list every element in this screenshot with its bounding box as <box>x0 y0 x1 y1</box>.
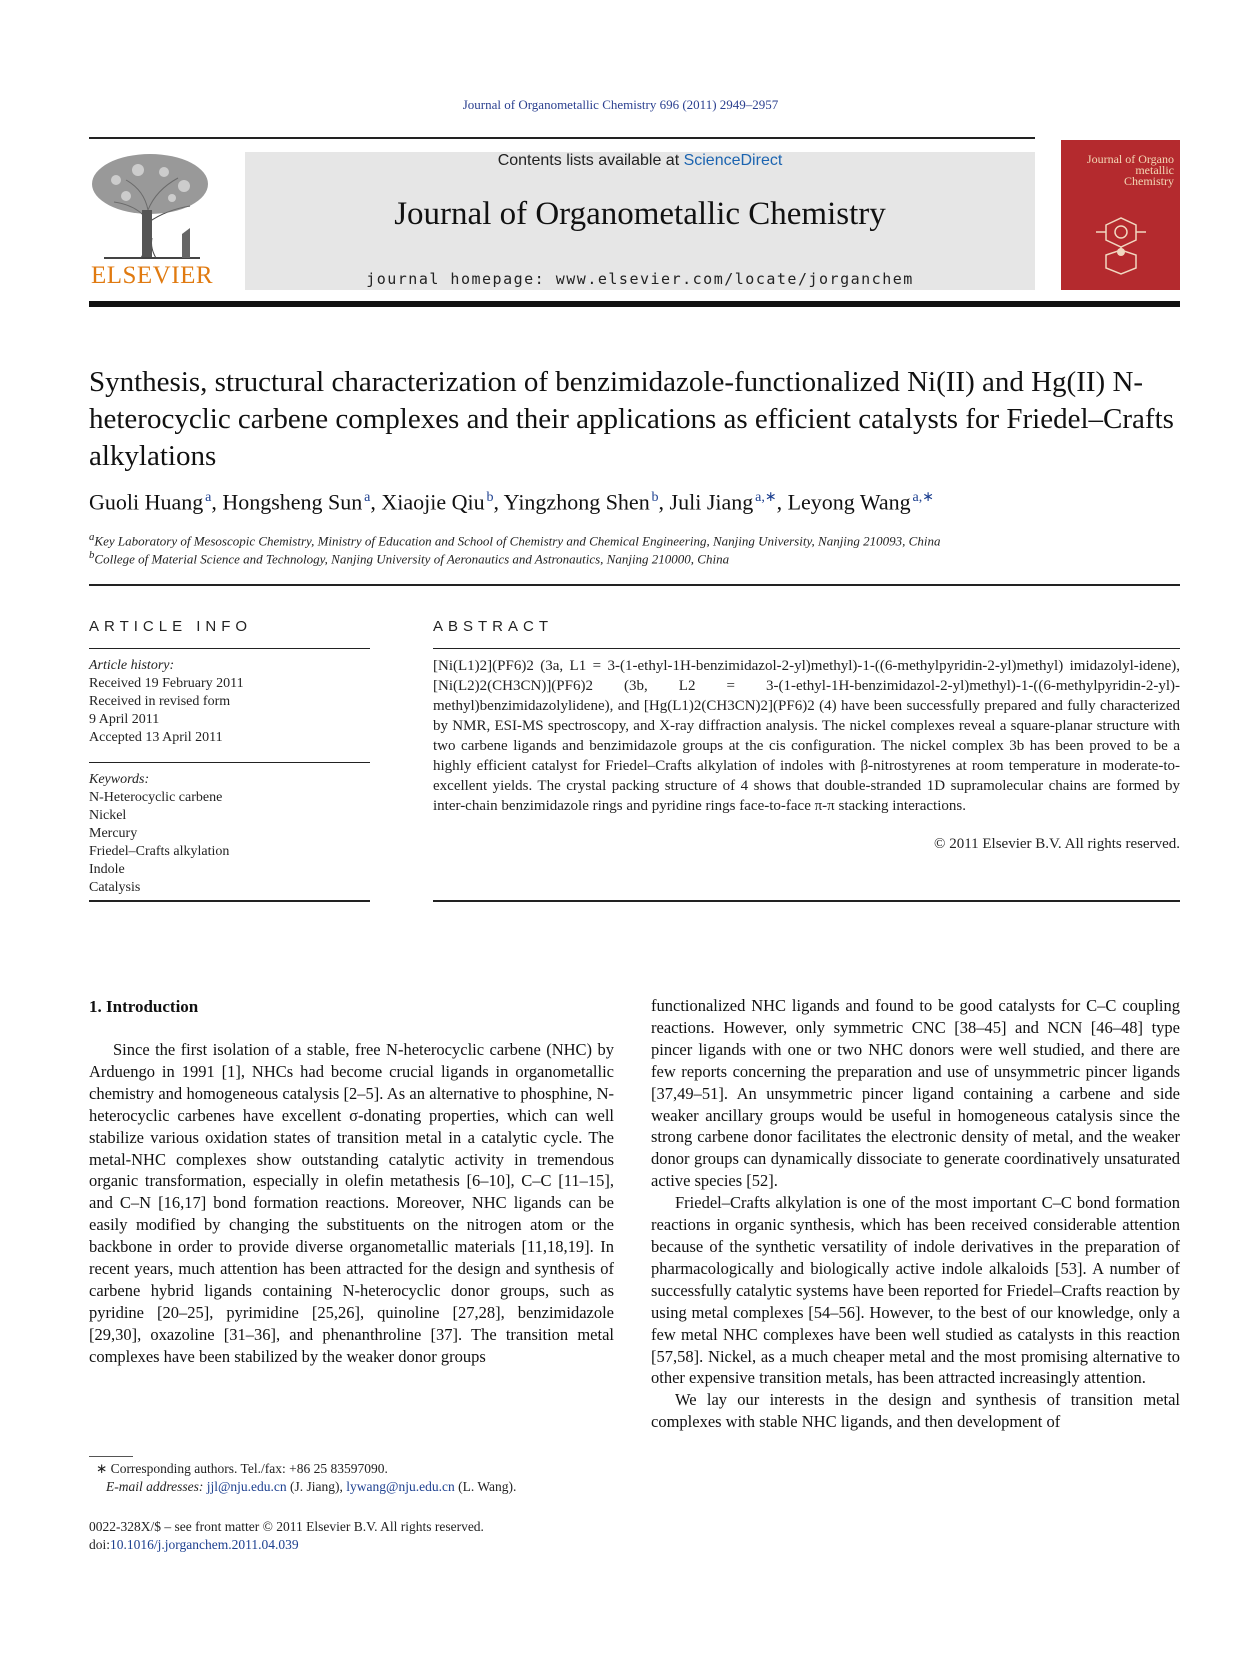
keyword-item: Friedel–Crafts alkylation <box>89 844 230 859</box>
keyword-item: N-Heterocyclic carbene <box>89 790 223 805</box>
author-name[interactable]: Leyong Wang <box>787 489 911 515</box>
email-link[interactable]: jjl@nju.edu.cn <box>206 1479 287 1494</box>
issn-block <box>89 1518 649 1554</box>
history-item: Received 19 February 2011 <box>89 676 244 691</box>
author-affiliation-mark[interactable]: a <box>364 490 371 505</box>
tree-icon <box>86 150 218 260</box>
abstract-body: [Ni(L1)2](PF6)2 (3a, L1 = 3-(1-ethyl-1H-benzimidazol-2-yl)methyl)-1-((6-methylpyridin-2-yl)methyl) imidazolyl-idene), [Ni(L2)2(CH3CN)](PF6)2 (3b, L2 = 3-(1-ethyl-1H-benzimidazol-2-yl)methyl)-1-((6-methylpyridin-2-yl)-methyl)benzimidazolylidene), and [Hg(L1)2(CH3CN)2](PF6)2 (4) have been successfully prepared and fully characterized by NMR, ESI-MS spectroscopy, and X-ray diffraction analysis. The nickel complexes reveal a square-planar structure with two carbene ligands and benzimidazole groups at the cis configuration. The nickel complex 3b has been proved to be a highly efficient catalyst for Friedel–Crafts alkylation of indoles with β-nitrostyrenes at room temperature in moderate-to-excellent yields. The crystal packing structure of 4 shows that double-stranded 1D supramolecular chains are formed by inter-chain benzimidazole rings and pyridine rings face-to-face π-π stacking interactions. <box>433 658 1180 814</box>
journal-banner <box>245 152 1035 290</box>
article-history <box>89 657 359 747</box>
elsevier-logo <box>86 150 218 290</box>
footnote-rule <box>89 1456 133 1457</box>
article-info-heading: ARTICLE INFO <box>89 618 253 635</box>
journal-cover-thumbnail[interactable] <box>1061 140 1180 290</box>
doi-line <box>89 1536 649 1554</box>
email-link[interactable]: lywang@nju.edu.cn <box>346 1479 455 1494</box>
author-affiliation-mark[interactable]: b <box>651 490 659 505</box>
article-title: Synthesis, structural characterization of benzimidazole-functionalized Ni(II) and Hg(II) N-heterocyclic carbene complexes and their applications as efficient catalysts for Friedel–Crafts alkylations <box>89 366 1174 472</box>
author-name[interactable]: Hongsheng Sun <box>222 489 363 515</box>
affiliation-text: Key Laboratory of Mesoscopic Chemistry, Ministry of Education and School of Chemistry and Chemical Engineering, Nanjing University, Nanjing 210093, China <box>94 533 941 549</box>
corresponding-footnote <box>96 1460 656 1496</box>
abstract-bottom-rule <box>433 900 1180 902</box>
history-label: Article history: <box>89 658 175 673</box>
corresponding-authors: ∗ Corresponding authors. Tel./fax: +86 25 83597090. <box>96 1461 388 1476</box>
email-owner: (L. Wang). <box>454 1479 517 1494</box>
intro-left-column <box>89 1039 614 1368</box>
author-name[interactable]: Juli Jiang <box>669 489 754 515</box>
author-affiliation-mark[interactable]: b <box>486 490 494 505</box>
contents-prefix: Contents lists available at <box>497 152 684 169</box>
keyword-item: Indole <box>89 862 125 877</box>
body-paragraph: Since the first isolation of a stable, free N-heterocyclic carbene (NHC) by Arduengo in 1991 [1], NHCs had become crucial ligands in organometallic chemistry and homogeneous catalysis [2–5]. As an alternative to phosphine, N-heterocyclic carbenes have excellent σ-donating properties, which can well stabilize various oxidation states of transition metal in a catalytic cycle. The metal-NHC complexes show outstanding catalytic activity in tremendous organic transformation, especially in olefin metathesis [6–10], C–C [11–15], and C–N [16,17] bond formation reactions. Moreover, NHC ligands can be easily modified by changing the substituents on the nitrogen atom or the backbone in order to provide diverse organometallic materials [11,18,19]. In recent years, much attention has been attracted for the design and synthesis of carbene hybrid ligands containing N-heterocyclic donor groups, such as pyridine [20–25], pyrimidine [25,26], quinoline [27,28], benzimidazole [29,30], oxazoline [31–36], and phenanthroline [37]. The transition metal complexes have been stabilized by the weaker donor groups <box>89 1040 614 1366</box>
keyword-item: Nickel <box>89 808 127 823</box>
keywords-label: Keywords: <box>89 772 150 787</box>
history-item: Received in revised form <box>89 694 231 709</box>
abstract-rule <box>433 648 1180 649</box>
email-label: E-mail addresses: <box>106 1479 207 1494</box>
affiliation-text: College of Material Science and Technology, Nanjing University of Aeronautics and Astronautics, Nanjing 210000, China <box>94 551 730 567</box>
affiliation-b <box>89 549 1189 567</box>
section-heading: 1. Introduction <box>89 997 199 1016</box>
article-info-rule <box>89 648 370 649</box>
keywords-rule <box>89 762 370 763</box>
molecule-icon <box>1061 140 1180 290</box>
keyword-item: Mercury <box>89 826 138 841</box>
body-paragraph: functionalized NHC ligands and found to be good catalysts for C–C coupling reactions. However, only symmetric CNC [38–45] and NCN [46–48] type pincer ligands with one or two NHC donors were well studied, and there are few reports concerning the preparation and use of unsymmetric pincer ligands [37,49–51]. An unsymmetric pincer ligand containing a carbene and side weaker ancillary groups would be useful in homogeneous catalysis since the strong carbene donor facilitates the electronic density of metal, and the weaker donor groups can dynamically dissociate to generate coordinatively unsaturated active species [52]. <box>651 996 1180 1191</box>
author-name[interactable]: Xiaojie Qiu <box>381 489 485 515</box>
keywords <box>89 771 359 897</box>
journal-title: Journal of Organometallic Chemistry <box>394 196 886 232</box>
history-item: Accepted 13 April 2011 <box>89 730 223 745</box>
intro-right-column <box>651 995 1180 1433</box>
elsevier-wordmark: ELSEVIER <box>90 262 214 289</box>
history-item: 9 April 2011 <box>89 712 160 727</box>
doi-label: doi: <box>89 1537 111 1552</box>
keyword-item: Catalysis <box>89 880 141 895</box>
email-owner: (J. Jiang), <box>286 1479 347 1494</box>
header-divider <box>89 301 1180 307</box>
doi-link[interactable]: 10.1016/j.jorganchem.2011.04.039 <box>110 1537 299 1552</box>
cover-title: Journal of Organo metallic Chemistry <box>1086 152 1174 188</box>
author-affiliation-mark[interactable]: a <box>205 490 212 505</box>
email-line <box>96 1478 656 1496</box>
issn-line: 0022-328X/$ – see front matter © 2011 Elsevier B.V. All rights reserved. <box>89 1519 484 1534</box>
abstract-heading: ABSTRACT <box>433 618 554 635</box>
affiliation-mark: a <box>89 531 95 543</box>
author-name[interactable]: Guoli Huang <box>89 489 204 515</box>
author-affiliation-mark[interactable]: a,∗ <box>755 490 777 505</box>
author-affiliation-mark[interactable]: a,∗ <box>912 490 934 505</box>
top-rule <box>89 137 1035 139</box>
body-paragraph: Friedel–Crafts alkylation is one of the most important C–C bond formation reactions in organic synthesis, which has been received considerable attention because of the synthetic versatility of indole derivatives in the preparation of pharmacologically and biologically active indole alkaloids [53]. A number of successfully catalytic systems have been reported for Friedel–Crafts reaction by using metal complexes [54–56]. However, to the best of our knowledge, only a few metal NHC complexes have been well studied as catalysts in this reaction [57,58]. Nickel, as a much cheaper metal and the most promising alternative to other expensive transition metals, has been attracted increasingly attention. <box>651 1193 1180 1388</box>
author-name[interactable]: Yingzhong Shen <box>503 489 650 515</box>
section-divider <box>89 584 1180 586</box>
affiliation-mark: b <box>89 549 95 561</box>
article-info-bottom-rule <box>89 900 370 902</box>
author-list: Guoli Huang $^a$, Hongsheng Sun $^a$, Xiaojie Qiu $^b$, Yingzhong Shen $^b$, Juli Jiang $^{a,∗}$, Leyong Wang $^{a,∗}$ <box>89 489 934 515</box>
abstract-copyright: © 2011 Elsevier B.V. All rights reserved. <box>934 836 1180 852</box>
body-paragraph: We lay our interests in the design and synthesis of transition metal complexes with stable NHC ligands, and then development of <box>651 1390 1180 1432</box>
affiliation-a <box>89 531 1189 549</box>
journal-homepage-link[interactable]: journal homepage: www.elsevier.com/locate/jorganchem <box>366 270 914 288</box>
journal-reference[interactable]: Journal of Organometallic Chemistry 696 (2011) 2949–2957 <box>462 97 779 112</box>
contents-line <box>245 152 1035 170</box>
sciencedirect-link[interactable]: ScienceDirect <box>683 152 783 169</box>
